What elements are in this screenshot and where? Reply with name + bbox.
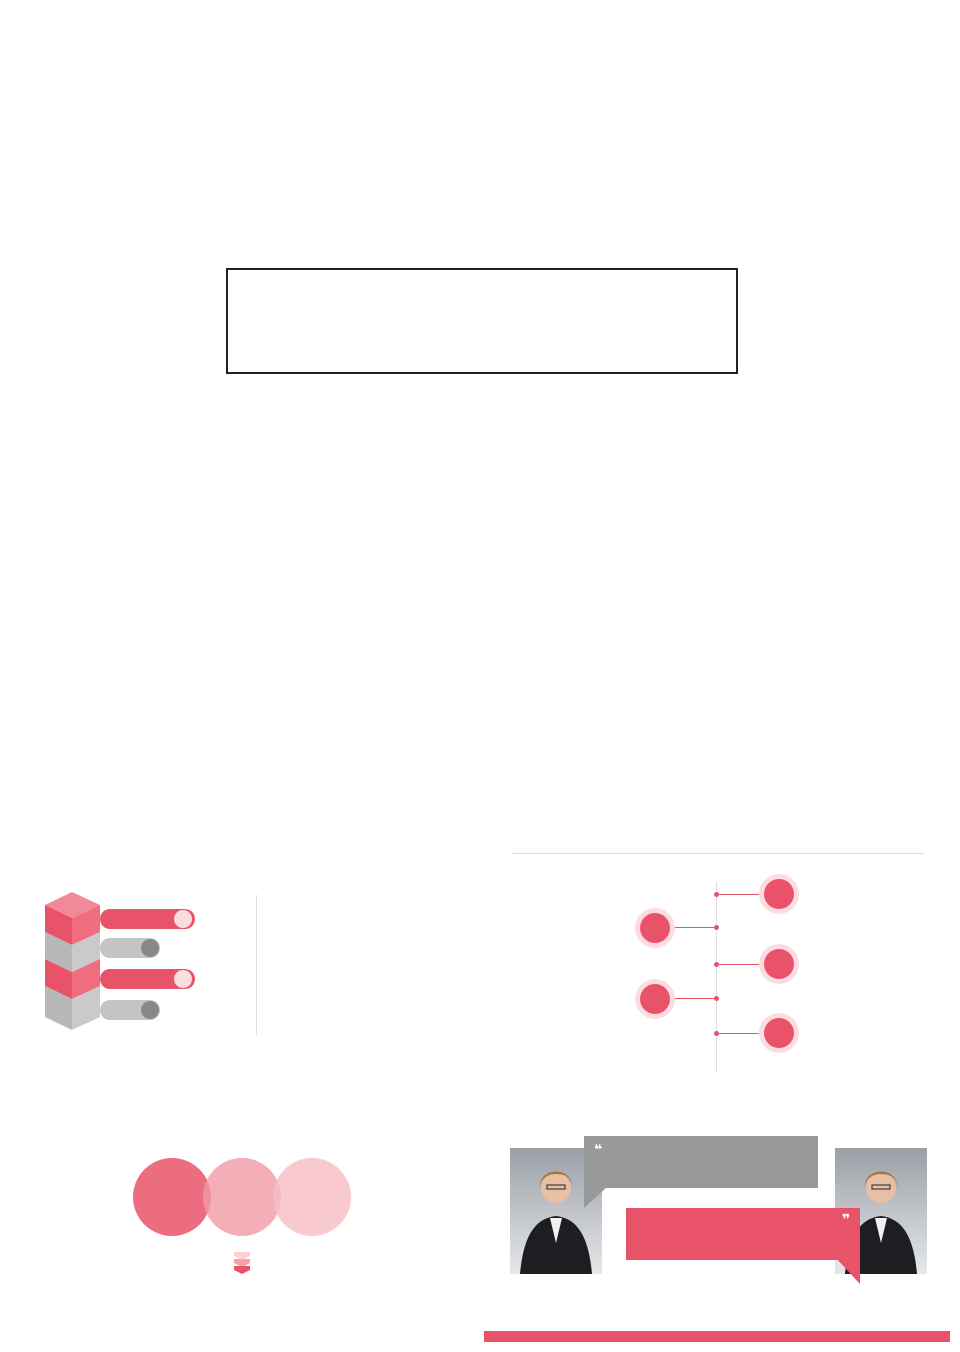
connector	[716, 894, 764, 895]
venn-diagram	[130, 1155, 360, 1241]
month-badge-right-3	[764, 1018, 794, 1048]
title-frame	[226, 268, 738, 374]
month-badge-right-1	[764, 879, 794, 909]
lantern-decoration	[0, 0, 960, 300]
month-badge-left-1	[640, 913, 670, 943]
timeline-line	[716, 882, 717, 1072]
title-rule	[512, 853, 924, 854]
divider	[256, 895, 257, 1035]
footer-bar	[484, 1331, 950, 1342]
connector	[716, 1033, 764, 1034]
chevron-down-icon	[232, 1250, 252, 1280]
stacked-cubes	[40, 890, 250, 1040]
month-badge-left-2	[640, 984, 670, 1014]
connector	[716, 964, 764, 965]
lantern-row	[0, 540, 960, 690]
connector	[670, 927, 716, 928]
quote-close-icon: ❞	[842, 1212, 851, 1228]
quote-text-2	[644, 1216, 840, 1252]
connector	[670, 998, 716, 999]
quote-open-icon: ❝	[594, 1142, 603, 1158]
month-badge-right-2	[764, 949, 794, 979]
quote-text-1	[610, 1144, 808, 1180]
